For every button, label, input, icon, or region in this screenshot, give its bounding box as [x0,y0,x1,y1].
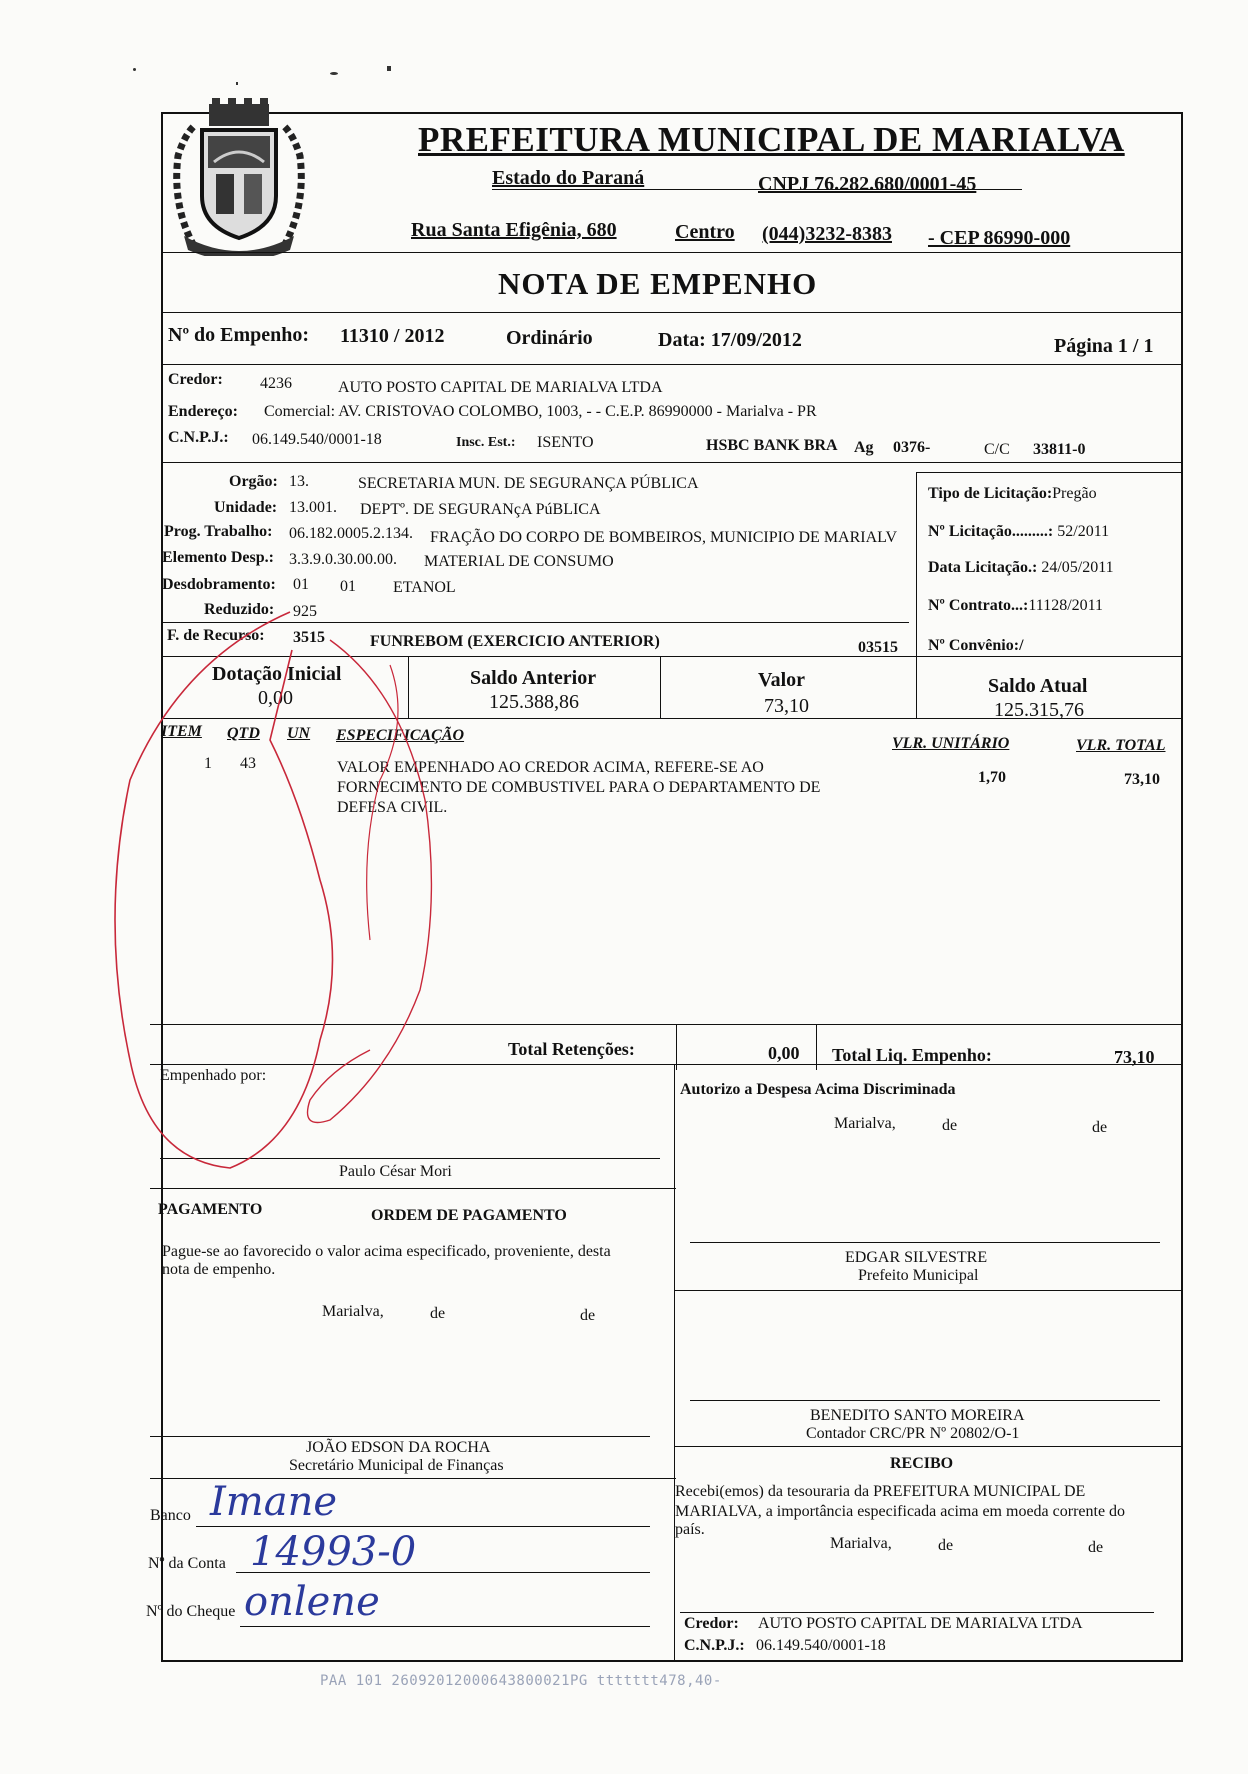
cheque-handwriting: onlene [244,1579,380,1625]
retencoes-label: Total Retenções: [508,1039,635,1059]
convenio-label: Nº Convênio:/ [928,637,1024,654]
contador-role: Contador CRC/PR Nº 20802/O-1 [806,1425,1020,1442]
desdobramento-b: 01 [340,578,356,595]
prog-name: FRAÇÃO DO CORPO DE BOMBEIROS, MUNICIPIO DE MARIALV [430,529,898,546]
recibo-title: RECIBO [890,1455,954,1472]
empenho-type: Ordinário [506,327,593,349]
banco-label: Banco [150,1507,191,1524]
recibo-de2: de [1088,1539,1104,1556]
unidade-label: Unidade: [214,499,278,516]
cep-label: - CEP 86990-000 [928,227,1071,249]
empenhado-label: Empenhado por: [160,1067,267,1084]
credor-cnpj: 06.149.540/0001-18 [252,431,382,448]
licitacao-date-label: Data Licitação.: 24/05/2011 [928,559,1114,576]
orgao-label: Orgão: [229,473,278,490]
prog-code: 06.182.0005.2.134. [289,525,413,542]
pagamento-text-line1: Pague-se ao favorecido o valor acima especificado, proveniente, desta [162,1243,611,1260]
credor-name: AUTO POSTO CAPITAL DE MARIALVA LTDA [338,379,663,396]
page-title: PREFEITURA MUNICIPAL DE MARIALVA [418,120,1125,159]
endereco-label: Endereço: [168,403,238,420]
coat-of-arms-logo [164,96,314,256]
recibo-local: Marialva, [830,1535,892,1552]
valor-value: 73,10 [764,695,809,717]
recurso-code: 3515 [293,629,325,646]
scan-speck [133,68,136,71]
account-label: C/C [984,441,1010,458]
orgao-name: SECRETARIA MUN. DE SEGURANÇA PÚBLICA [358,475,699,492]
elemento-name: MATERIAL DE CONSUMO [424,553,614,570]
cnpj-header: CNPJ 76.282.680/0001-45 [758,173,977,195]
unidade-code: 13.001. [289,499,337,516]
account-number: 33811-0 [1033,441,1086,458]
recibo-text-line3: país. [675,1521,705,1538]
desdobramento-name: ETANOL [393,579,456,596]
footer-print-code: PAA 101 26092012000643800021PG ttttttt478,40- [320,1673,722,1689]
licitacao-number-label: Nº Licitação.........: 52/2011 [928,523,1110,540]
conta-handwriting: 14993-0 [250,1529,417,1575]
contador-name: BENEDITO SANTO MOREIRA [810,1407,1025,1424]
recurso-number: 03515 [858,639,898,656]
secretario-name: JOÃO EDSON DA ROCHA [306,1439,491,1456]
prog-label: Prog. Trabalho: [164,523,273,540]
scan-speck [387,66,391,71]
dotacao-label: Dotação Inicial [212,663,342,685]
credor-label: Credor: [168,371,223,388]
empenho-label: Nº do Empenho: [168,324,310,346]
col-especificacao: ESPECIFICAÇÃO [336,727,465,744]
pagamento-local: Marialva, [322,1303,384,1320]
page-number: Página 1 / 1 [1054,335,1154,357]
secretario-role: Secretário Municipal de Finanças [289,1457,504,1474]
desdobramento-label: Desdobramento: [162,576,276,593]
agency-label: Ag [854,439,874,456]
autorizo-de1: de [942,1117,958,1134]
retencoes-value: 0,00 [768,1043,800,1063]
pagamento-de2: de [580,1307,596,1324]
recibo-credor-name: AUTO POSTO CAPITAL DE MARIALVA LTDA [758,1615,1083,1632]
bank-name: HSBC BANK BRA [706,437,838,454]
recibo-credor-label: Credor: [684,1615,739,1632]
item-spec-line2: FORNECIMENTO DE COMBUSTIVEL PARA O DEPARTAMENTO DE [337,779,821,796]
total-liq-label: Total Liq. Empenho: [832,1045,992,1065]
recibo-cnpj-label: C.N.P.J.: [684,1637,745,1654]
recibo-text-line1: Recebi(emos) da tesouraria da PREFEITURA MUNICIPAL DE [675,1483,1086,1500]
pagamento-text-line2: nota de empenho. [162,1261,276,1278]
conta-label: Nº da Conta [148,1555,226,1572]
recibo-cnpj-value: 06.149.540/0001-18 [756,1637,886,1654]
pagamento-de1: de [430,1305,446,1322]
credor-code: 4236 [260,375,292,392]
pagamento-label: PAGAMENTO [158,1201,263,1218]
item-number: 1 [204,755,212,772]
empenho-date: Data: 17/09/2012 [658,329,802,351]
col-un: UN [287,725,311,742]
unidade-name: DEPTº. DE SEGURANçA PúBLICA [360,501,601,518]
scan-speck [330,72,338,75]
recibo-de1: de [938,1537,954,1554]
prefeito-role: Prefeito Municipal [858,1267,979,1284]
recurso-name: FUNREBOM (EXERCICIO ANTERIOR) [370,633,660,650]
desdobramento-a: 01 [293,576,309,593]
autorizo-local: Marialva, [834,1115,896,1132]
col-vlr-total: VLR. TOTAL [1076,737,1166,754]
saldo-atual-label: Saldo Atual [988,675,1088,697]
item-unit-value: 1,70 [978,769,1006,786]
banco-handwriting: Imane [210,1479,338,1525]
prefeito-name: EDGAR SILVESTRE [845,1249,988,1266]
recurso-label: F. de Recurso: [167,627,265,644]
insc-value: ISENTO [537,434,594,451]
empenhado-name: Paulo César Mori [339,1163,452,1180]
item-qtd: 43 [240,755,256,772]
agency-number: 0376- [893,439,931,456]
autorizo-label: Autorizo a Despesa Acima Discriminada [680,1081,956,1098]
licitacao-type-label: Tipo de Licitação:Pregão [928,485,1097,502]
elemento-label: Elemento Desp.: [162,549,274,566]
col-item: ITEM [161,723,202,740]
elemento-code: 3.3.9.0.30.00.00. [289,551,397,568]
reduzido-label: Reduzido: [204,601,275,618]
dotacao-value: 0,00 [258,687,293,709]
orgao-code: 13. [289,473,309,490]
saldo-anterior-label: Saldo Anterior [470,667,597,689]
col-qtd: QTD [227,725,260,742]
reduzido-value: 925 [293,603,317,620]
contrato-label: Nº Contrato...:11128/2011 [928,597,1104,614]
col-vlr-unitario: VLR. UNITÁRIO [892,735,1010,752]
saldo-atual-value: 125.315,76 [994,699,1084,721]
item-total-value: 73,10 [1124,771,1160,788]
address-street: Rua Santa Efigênia, 680 [411,219,617,241]
cheque-label: Nº do Cheque [146,1603,236,1620]
valor-label: Valor [758,669,806,691]
ordem-pagamento-label: ORDEM DE PAGAMENTO [371,1207,567,1224]
phone-number: (044)3232-8383 [762,223,892,245]
address-district: Centro [675,221,735,243]
cnpj-label: C.N.P.J.: [168,429,229,446]
item-spec-line3: DEFESA CIVIL. [337,799,448,816]
total-liq-value: 73,10 [1114,1047,1155,1067]
saldo-anterior-value: 125.388,86 [489,691,579,713]
autorizo-de2: de [1092,1119,1108,1136]
recibo-text-line2: MARIALVA, a importância especificada acima em moeda corrente do [675,1503,1126,1520]
credor-address: Comercial: AV. CRISTOVAO COLOMBO, 1003, - - C.E.P. 86990000 - Marialva - PR [264,403,817,420]
scan-speck [236,82,238,85]
insc-label: Insc. Est.: [456,435,516,450]
estado-label: Estado do Paraná [492,167,645,189]
document-title: NOTA DE EMPENHO [498,266,818,301]
empenho-number: 11310 / 2012 [340,325,445,347]
item-spec-line1: VALOR EMPENHADO AO CREDOR ACIMA, REFERE-SE AO [337,759,764,776]
